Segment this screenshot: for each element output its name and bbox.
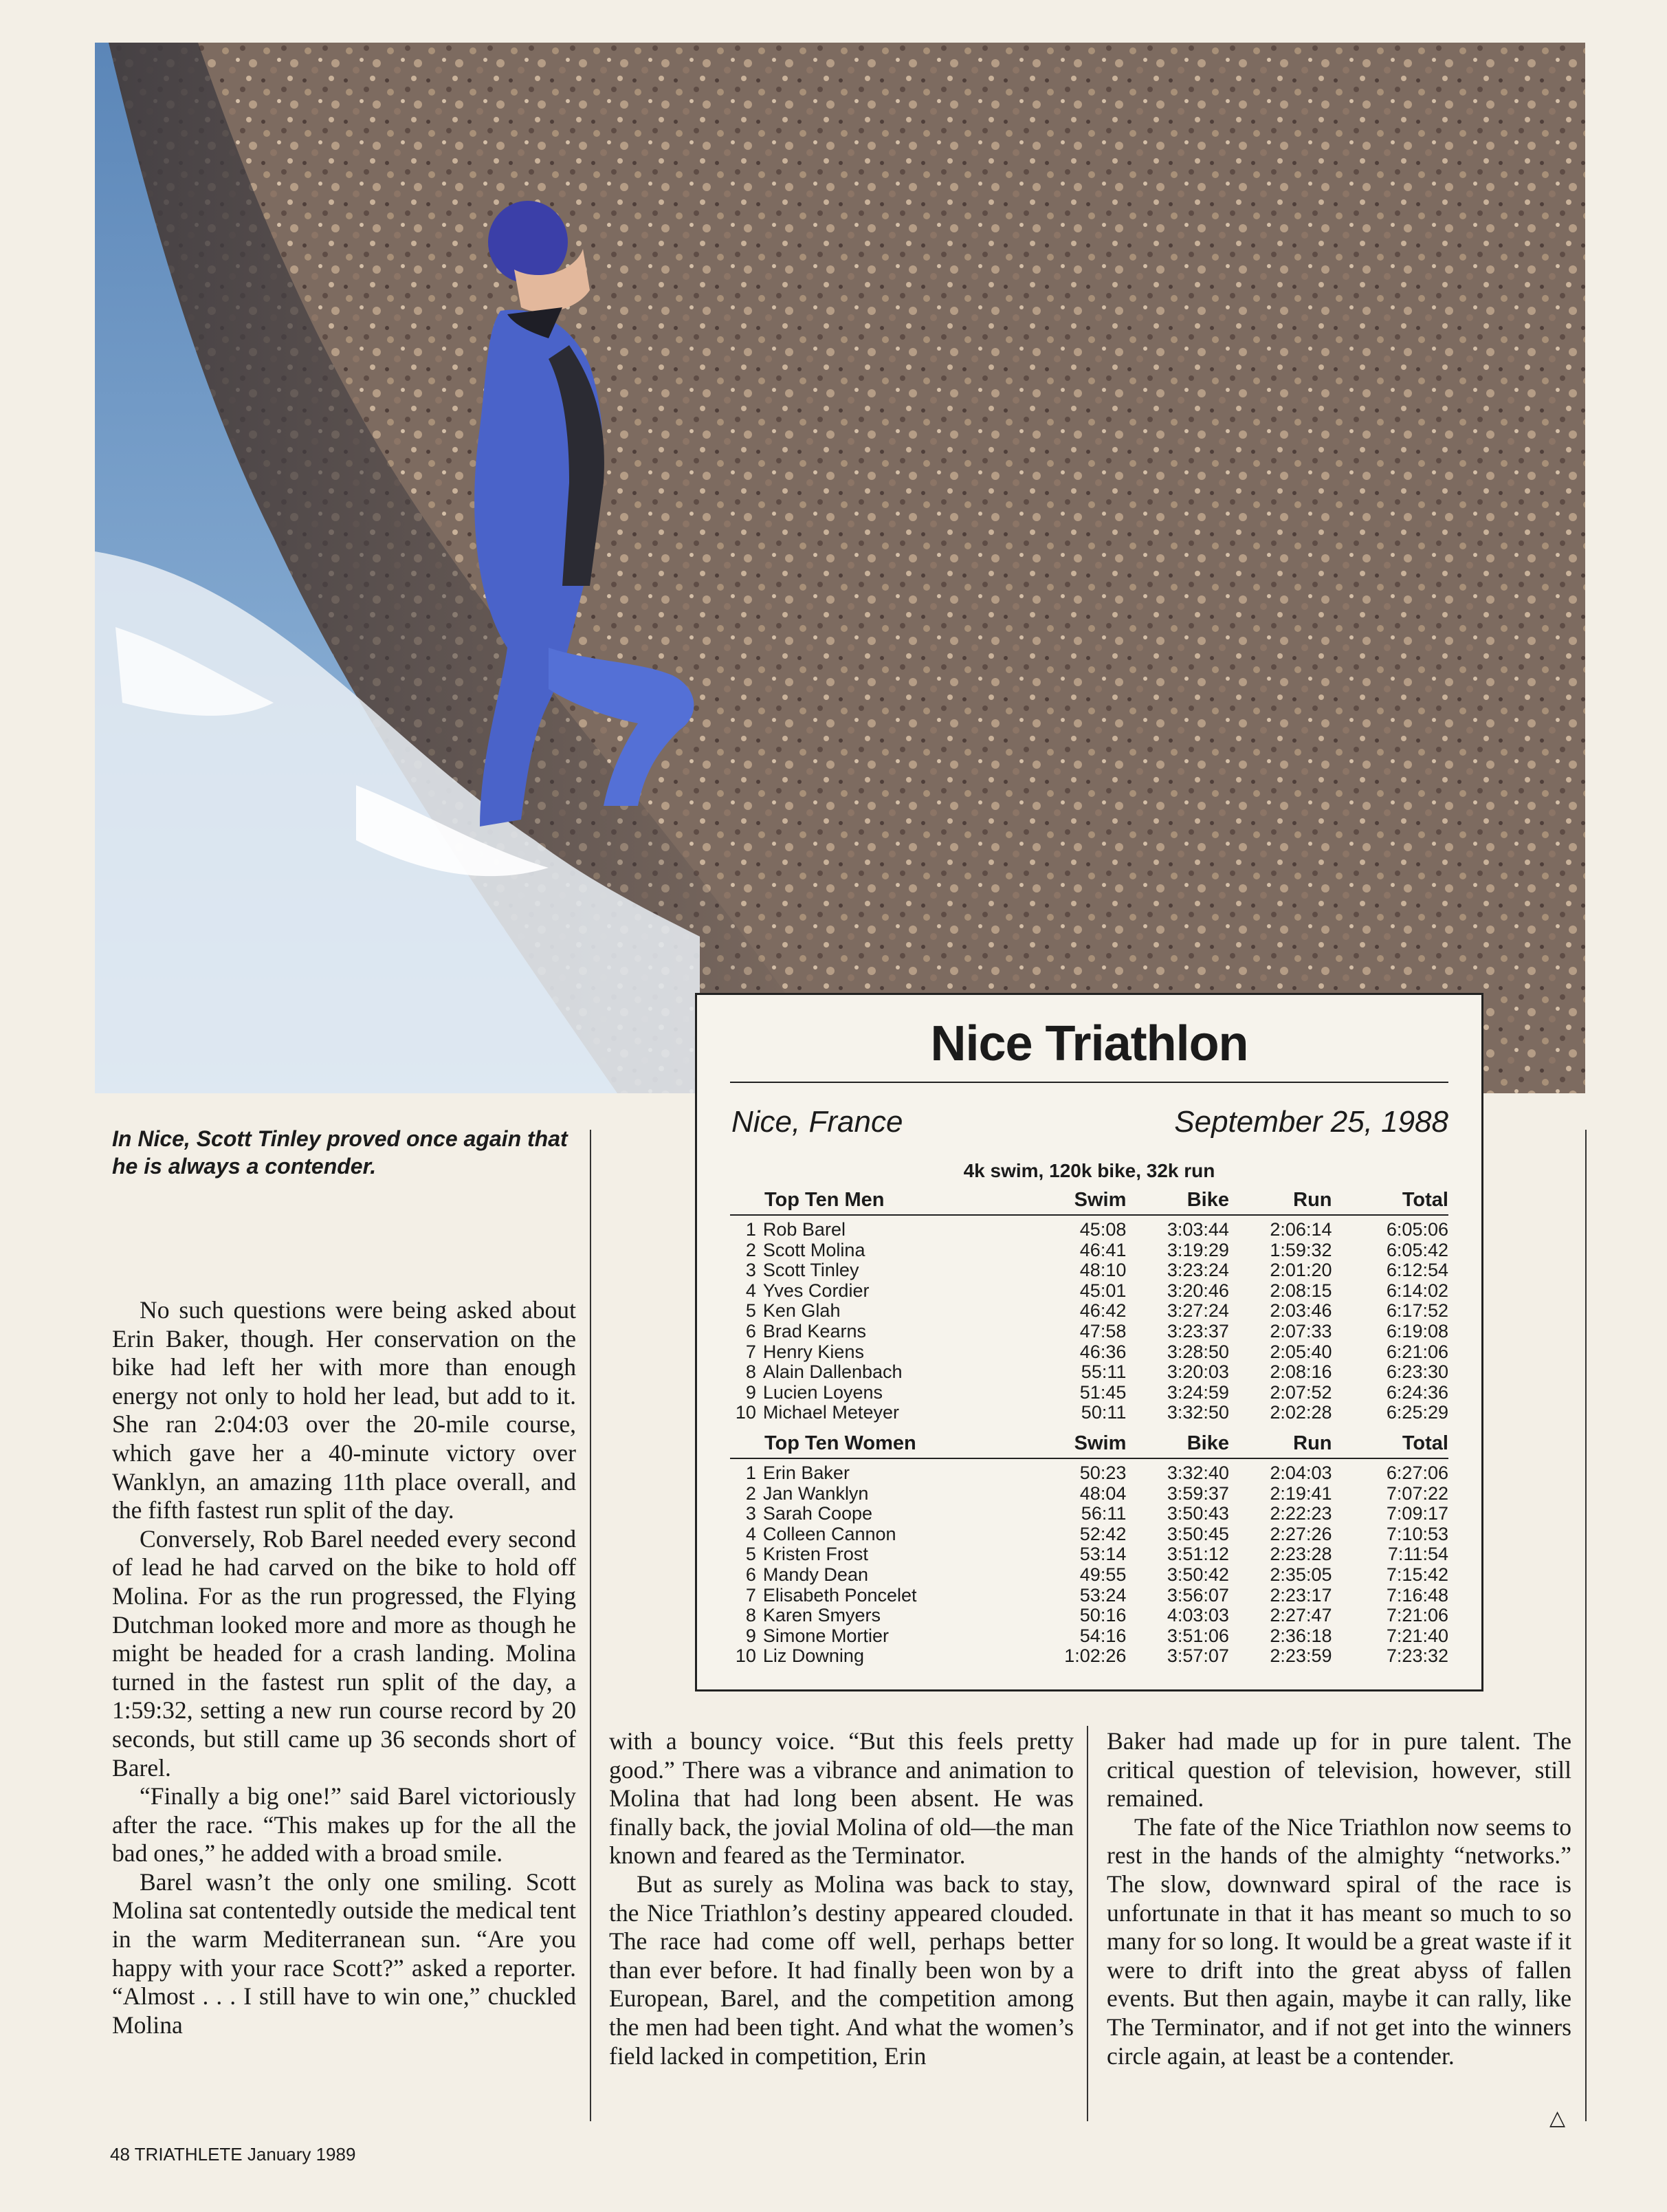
- men-rank-cell: 5: [745, 1300, 756, 1322]
- women-rank-cell: 4: [745, 1523, 756, 1544]
- women-total-cell: 7:16:48: [1386, 1584, 1448, 1606]
- beach-photo-image: [95, 43, 1585, 1093]
- women-swim-cell: 49:55: [1079, 1564, 1127, 1585]
- men-rank-cell: 9: [745, 1381, 756, 1403]
- women-rank-cell: 9: [745, 1625, 756, 1646]
- article-column-2: [609, 1727, 1074, 2070]
- women-bike-cell: 3:51:06: [1167, 1625, 1229, 1646]
- women-total-cell: 7:21:40: [1386, 1625, 1448, 1646]
- men-swim-cell: 45:01: [1079, 1280, 1127, 1301]
- women-name-cell: Erin Baker: [762, 1463, 850, 1483]
- men-swim-cell: 55:11: [1081, 1361, 1127, 1383]
- men-swim-cell: 48:10: [1079, 1260, 1127, 1281]
- women-swim-cell: 53:14: [1079, 1544, 1127, 1565]
- men-total-cell: 6:05:42: [1386, 1239, 1448, 1260]
- men-header-run: Run: [1293, 1188, 1332, 1211]
- men-bike-cell: 3:27:24: [1167, 1300, 1229, 1322]
- swimmer-photo: [95, 43, 1585, 1093]
- men-result-row: [730, 1322, 1448, 1342]
- men-header-rule: [730, 1214, 1448, 1216]
- women-swim-cell: 1:02:26: [1064, 1645, 1127, 1667]
- article-column-1: [112, 1296, 576, 2039]
- women-rank-cell: 6: [745, 1564, 756, 1585]
- men-name-cell: Ken Glah: [762, 1300, 841, 1322]
- women-result-row: [730, 1586, 1448, 1606]
- men-bike-cell: 3:23:37: [1167, 1320, 1229, 1342]
- women-results-table: [730, 1429, 1448, 1667]
- men-result-row: [730, 1220, 1448, 1240]
- women-run-cell: 2:23:17: [1270, 1584, 1332, 1606]
- men-rank-cell: 1: [745, 1219, 756, 1240]
- women-result-row: [730, 1504, 1448, 1524]
- men-name-cell: Brad Kearns: [762, 1320, 866, 1342]
- women-name-cell: Liz Downing: [762, 1645, 864, 1667]
- women-header-rule: [730, 1458, 1448, 1459]
- women-total-cell: 7:07:22: [1386, 1482, 1448, 1504]
- title-rule: [730, 1082, 1448, 1083]
- women-header-row: [730, 1429, 1448, 1458]
- col3-paragraph-1: Baker had made up for in pure talent. The critical question of television, however, still remained.: [1107, 1727, 1571, 1813]
- men-header-label: Top Ten Men: [764, 1188, 885, 1211]
- women-rank-cell: 8: [745, 1605, 756, 1626]
- men-swim-cell: 46:36: [1079, 1341, 1127, 1362]
- men-name-cell: Alain Dallenbach: [762, 1361, 903, 1383]
- men-total-cell: 6:19:08: [1386, 1320, 1448, 1342]
- women-rank-cell: 10: [735, 1645, 756, 1667]
- men-run-cell: 2:07:33: [1270, 1320, 1332, 1342]
- col1-paragraph-4: Barel wasn’t the only one smiling. Scott Molina sat contentedly outside the medical tent in the warm Mediterranean sun. “Are you happy with your race Scott?” asked a reporter. “Almost . . . I still have to win one,” chuckled Molina: [112, 1868, 576, 2039]
- women-swim-cell: 50:23: [1079, 1463, 1127, 1483]
- men-swim-cell: 51:45: [1079, 1381, 1127, 1403]
- photo-caption: In Nice, Scott Tinley proved once again that he is always a contender.: [112, 1126, 568, 1179]
- men-run-cell: 1:59:32: [1270, 1239, 1332, 1260]
- col2-paragraph-1: with a bouncy voice. “But this feels pretty good.” There was a vibrance and animation to Molina that had long been absent. He was finally back, the jovial Molina of old—the man known and feared as the Terminator.: [609, 1727, 1074, 1870]
- results-box: [695, 993, 1483, 1691]
- race-location: Nice, France: [731, 1105, 903, 1139]
- women-swim-cell: 53:24: [1079, 1584, 1127, 1606]
- women-name-cell: Simone Mortier: [762, 1625, 889, 1646]
- women-result-row: [730, 1565, 1448, 1586]
- men-swim-cell: 46:41: [1079, 1239, 1127, 1260]
- article-column-3: [1107, 1727, 1571, 2070]
- men-result-row: [730, 1240, 1448, 1261]
- women-header-total: Total: [1402, 1432, 1448, 1454]
- men-total-cell: 6:05:06: [1386, 1219, 1448, 1240]
- men-run-cell: 2:08:16: [1270, 1361, 1332, 1383]
- men-total-cell: 6:17:52: [1386, 1300, 1448, 1322]
- men-header-row: [730, 1185, 1448, 1214]
- men-swim-cell: 47:58: [1079, 1320, 1127, 1342]
- race-distances: 4k swim, 120k bike, 32k run: [963, 1160, 1215, 1181]
- women-bike-cell: 3:32:40: [1167, 1463, 1229, 1483]
- women-run-cell: 2:27:26: [1270, 1523, 1332, 1544]
- women-result-row: [730, 1626, 1448, 1647]
- women-bike-cell: 3:50:45: [1167, 1523, 1229, 1544]
- women-bike-cell: 3:57:07: [1167, 1645, 1229, 1667]
- men-rank-cell: 6: [745, 1320, 756, 1342]
- col3-paragraph-2: The fate of the Nice Triathlon now seems to rest in the hands of the almighty “networks.” The slow, downward spiral of the race is unfortunate in that it has meant so much to so many for so long. It would be a great waste if it were to drift into the great abyss of fallen events. But then again, maybe it can rally, like The Terminator, and if not get into the winners circle again, at least be a contender.: [1107, 1813, 1571, 2070]
- men-bike-cell: 3:28:50: [1167, 1341, 1229, 1362]
- men-run-cell: 2:07:52: [1270, 1381, 1332, 1403]
- col1-paragraph-1: No such questions were being asked about Erin Baker, though. Her conservation on the bike had left her with more than enough energy not only to hold her lead, but add to it. She ran 2:04:03 over the 20-mile course, which gave her a 40-minute victory over Wanklyn, an amazing 11th place overall, and the fifth fastest run split of the day.: [112, 1296, 576, 1524]
- men-total-cell: 6:25:29: [1386, 1402, 1448, 1423]
- women-bike-cell: 3:50:42: [1167, 1564, 1229, 1585]
- women-total-cell: 7:11:54: [1387, 1544, 1448, 1565]
- men-results-table: [730, 1185, 1448, 1423]
- women-bike-cell: 3:56:07: [1167, 1584, 1229, 1606]
- men-run-cell: 2:01:20: [1270, 1260, 1332, 1281]
- col2-paragraph-2: But as surely as Molina was back to stay, the Nice Triathlon’s destiny appeared clouded. The race had come off well, perhaps better than ever before. It had finally been won by a European, Barel, and the competition among the men had been tight. And what the women’s field lacked in competition, Erin: [609, 1870, 1074, 2070]
- women-header-swim: Swim: [1074, 1432, 1127, 1454]
- women-header-bike: Bike: [1186, 1432, 1229, 1454]
- men-run-cell: 2:08:15: [1270, 1280, 1332, 1301]
- women-swim-cell: 54:16: [1079, 1625, 1127, 1646]
- column-rule-1: [590, 1130, 591, 2121]
- men-swim-cell: 45:08: [1079, 1219, 1127, 1240]
- women-result-row: [730, 1463, 1448, 1484]
- women-swim-cell: 48:04: [1079, 1482, 1127, 1504]
- men-result-row: [730, 1301, 1448, 1322]
- men-name-cell: Rob Barel: [762, 1219, 846, 1240]
- race-date: September 25, 1988: [1174, 1105, 1448, 1139]
- women-total-cell: 7:15:42: [1386, 1564, 1448, 1585]
- men-bike-cell: 3:24:59: [1167, 1381, 1229, 1403]
- women-total-cell: 7:10:53: [1386, 1523, 1448, 1544]
- men-swim-cell: 50:11: [1081, 1402, 1127, 1423]
- men-rank-cell: 10: [735, 1402, 756, 1423]
- women-result-row: [730, 1544, 1448, 1565]
- women-rank-cell: 1: [745, 1463, 756, 1483]
- women-rank-cell: 5: [745, 1544, 756, 1565]
- column-rule-2: [1087, 1726, 1088, 2121]
- women-swim-cell: 50:16: [1079, 1605, 1127, 1626]
- women-total-cell: 7:23:32: [1386, 1645, 1448, 1667]
- women-name-cell: Sarah Coope: [762, 1503, 873, 1524]
- men-name-cell: Henry Kiens: [762, 1341, 864, 1362]
- column-rule-3: [1585, 1130, 1587, 2121]
- men-name-cell: Lucien Loyens: [762, 1381, 883, 1403]
- men-rank-cell: 2: [745, 1239, 756, 1260]
- men-run-cell: 2:06:14: [1270, 1219, 1332, 1240]
- men-bike-cell: 3:20:46: [1167, 1280, 1229, 1301]
- women-run-cell: 2:23:28: [1270, 1544, 1332, 1565]
- results-title: Nice Triathlon: [930, 1016, 1248, 1071]
- women-total-cell: 6:27:06: [1386, 1463, 1448, 1483]
- women-run-cell: 2:27:47: [1270, 1605, 1332, 1626]
- men-header-total: Total: [1402, 1188, 1448, 1211]
- men-total-cell: 6:24:36: [1386, 1381, 1448, 1403]
- women-name-cell: Karen Smyers: [762, 1605, 881, 1626]
- women-swim-cell: 56:11: [1081, 1503, 1127, 1524]
- men-name-cell: Scott Molina: [762, 1239, 865, 1260]
- page-footer: 48 TRIATHLETE January 1989: [110, 2144, 356, 2165]
- men-bike-cell: 3:19:29: [1167, 1239, 1229, 1260]
- col1-paragraph-3: “Finally a big one!” said Barel victoriously after the race. “This makes up for the all the bad ones,” he added with a broad smile.: [112, 1782, 576, 1868]
- men-rank-cell: 7: [745, 1341, 756, 1362]
- women-bike-cell: 3:50:43: [1167, 1503, 1229, 1524]
- women-result-row: [730, 1484, 1448, 1504]
- men-total-cell: 6:23:30: [1386, 1361, 1448, 1383]
- men-bike-cell: 3:23:24: [1167, 1260, 1229, 1281]
- women-run-cell: 2:22:23: [1270, 1503, 1332, 1524]
- women-run-cell: 2:23:59: [1270, 1645, 1332, 1667]
- men-total-cell: 6:14:02: [1386, 1280, 1448, 1301]
- women-header-label: Top Ten Women: [764, 1432, 916, 1454]
- men-header-bike: Bike: [1186, 1188, 1229, 1211]
- women-bike-cell: 4:03:03: [1167, 1605, 1229, 1626]
- men-header-swim: Swim: [1074, 1188, 1127, 1211]
- men-total-cell: 6:12:54: [1386, 1260, 1448, 1281]
- men-rank-cell: 8: [745, 1361, 756, 1383]
- men-name-cell: Michael Meteyer: [762, 1402, 899, 1423]
- women-bike-cell: 3:51:12: [1167, 1544, 1229, 1565]
- women-run-cell: 2:04:03: [1270, 1463, 1332, 1483]
- women-bike-cell: 3:59:37: [1167, 1482, 1229, 1504]
- men-result-row: [730, 1362, 1448, 1383]
- men-result-row: [730, 1260, 1448, 1281]
- men-bike-cell: 3:32:50: [1167, 1402, 1229, 1423]
- women-run-cell: 2:36:18: [1270, 1625, 1332, 1646]
- men-total-cell: 6:21:06: [1386, 1341, 1448, 1362]
- end-of-article-icon: △: [1549, 2107, 1566, 2129]
- men-bike-cell: 3:20:03: [1167, 1361, 1229, 1383]
- col1-paragraph-2: Conversely, Rob Barel needed every second of lead he had carved on the bike to hold off Molina. For as the run progressed, the Flying Dutchman looked more and more as though he might be headed for a crash landing. Molina turned in the fastest run split of the day, a 1:59:32, setting a new run course record by 20 seconds, but still came up 36 seconds short of Barel.: [112, 1524, 576, 1782]
- men-run-cell: 2:05:40: [1270, 1341, 1332, 1362]
- women-name-cell: Mandy Dean: [762, 1564, 868, 1585]
- women-total-cell: 7:21:06: [1386, 1605, 1448, 1626]
- men-result-row: [730, 1383, 1448, 1403]
- men-rank-cell: 4: [745, 1280, 756, 1301]
- women-rank-cell: 3: [745, 1503, 756, 1524]
- men-bike-cell: 3:03:44: [1167, 1219, 1229, 1240]
- women-name-cell: Kristen Frost: [762, 1544, 868, 1565]
- women-run-cell: 2:35:05: [1270, 1564, 1332, 1585]
- women-total-cell: 7:09:17: [1386, 1503, 1448, 1524]
- women-name-cell: Elisabeth Poncelet: [762, 1584, 917, 1606]
- women-result-row: [730, 1606, 1448, 1626]
- men-run-cell: 2:03:46: [1270, 1300, 1332, 1322]
- women-header-run: Run: [1293, 1432, 1332, 1454]
- men-result-row: [730, 1342, 1448, 1363]
- men-name-cell: Yves Cordier: [762, 1280, 870, 1301]
- men-rank-cell: 3: [745, 1260, 756, 1281]
- women-name-cell: Jan Wanklyn: [762, 1482, 869, 1504]
- women-run-cell: 2:19:41: [1270, 1482, 1332, 1504]
- men-result-row: [730, 1403, 1448, 1423]
- men-swim-cell: 46:42: [1079, 1300, 1127, 1322]
- women-name-cell: Colleen Cannon: [762, 1523, 896, 1544]
- men-run-cell: 2:02:28: [1270, 1402, 1332, 1423]
- women-result-row: [730, 1524, 1448, 1545]
- women-rank-cell: 7: [745, 1584, 756, 1606]
- men-name-cell: Scott Tinley: [762, 1260, 859, 1281]
- men-result-row: [730, 1281, 1448, 1302]
- women-swim-cell: 52:42: [1079, 1523, 1127, 1544]
- women-result-row: [730, 1646, 1448, 1667]
- women-rank-cell: 2: [745, 1482, 756, 1504]
